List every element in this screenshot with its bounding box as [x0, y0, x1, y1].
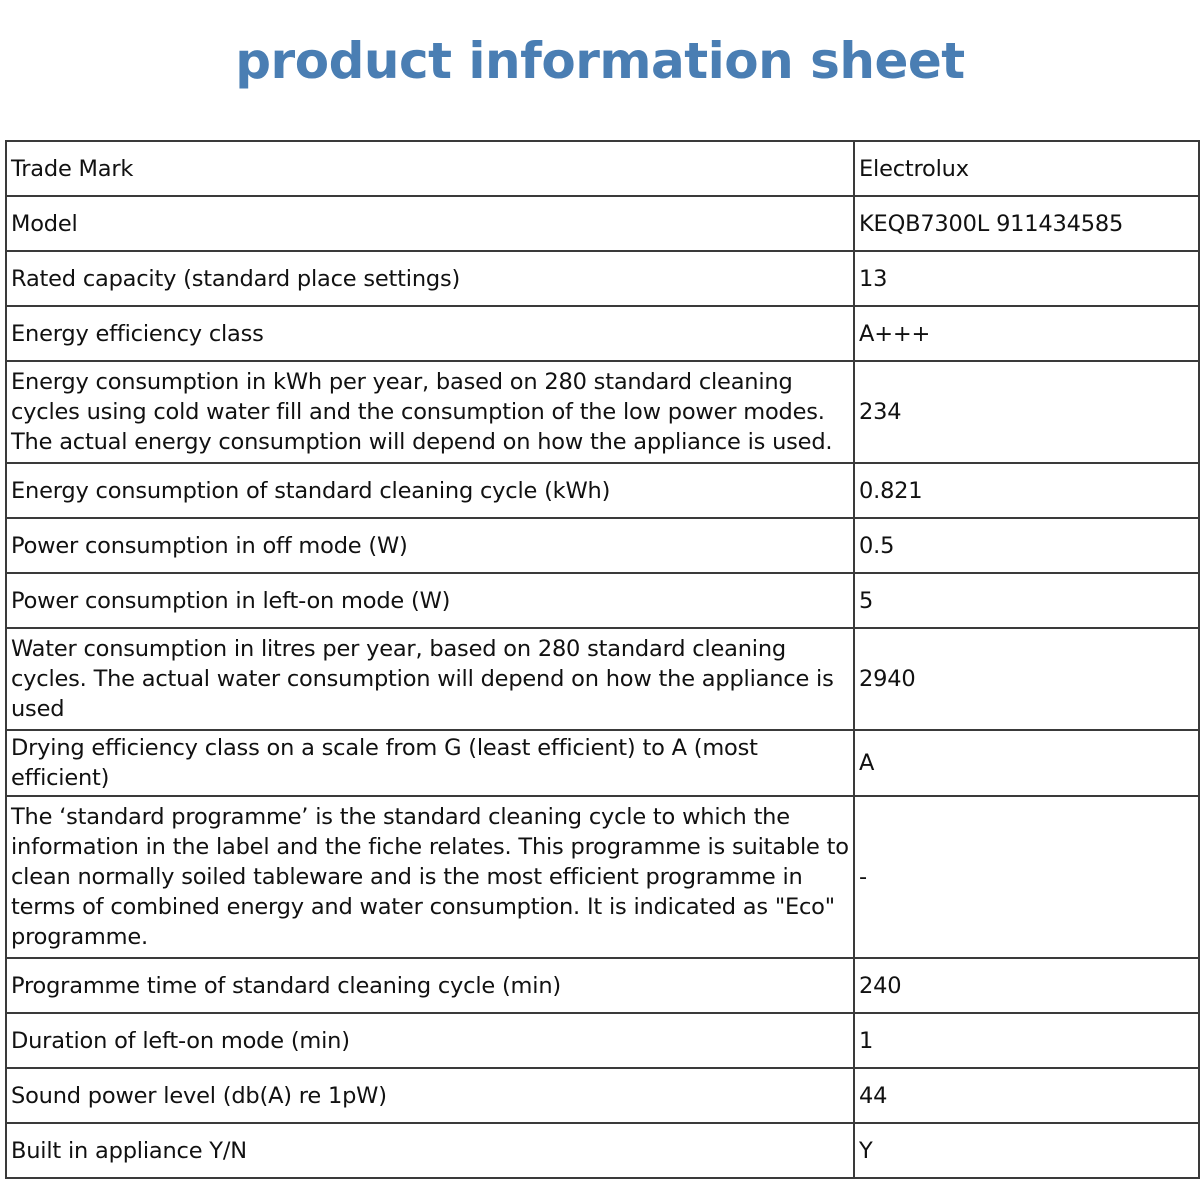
row-label: Sound power level (db(A) re 1pW): [6, 1068, 854, 1123]
table-row: [6, 463, 1199, 518]
table-row: [6, 141, 1199, 196]
row-value: 5: [854, 573, 1199, 628]
table-row: [6, 628, 1199, 730]
row-label: Built in appliance Y/N: [6, 1123, 854, 1178]
row-label: Water consumption in litres per year, based on 280 standard cleaning cycles. The actual water consumption will depend on how the appliance is used: [6, 628, 854, 730]
row-value: A: [854, 730, 1199, 796]
row-value: 13: [854, 251, 1199, 306]
row-label: Programme time of standard cleaning cycle (min): [6, 958, 854, 1013]
row-label: Energy consumption in kWh per year, based on 280 standard cleaning cycles using cold water fill and the consumption of the low power modes. The actual energy consumption will depend on how the appliance is used.: [6, 361, 854, 463]
row-value: -: [854, 796, 1199, 958]
row-value: 0.5: [854, 518, 1199, 573]
table-row: [6, 958, 1199, 1013]
table-row: [6, 1123, 1199, 1178]
table-row: [6, 1013, 1199, 1068]
row-label: Energy efficiency class: [6, 306, 854, 361]
row-value: 234: [854, 361, 1199, 463]
page-title: product information sheet: [235, 32, 965, 90]
table-row: [6, 518, 1199, 573]
row-label: Energy consumption of standard cleaning cycle (kWh): [6, 463, 854, 518]
row-value: 1: [854, 1013, 1199, 1068]
row-value: KEQB7300L 911434585: [854, 196, 1199, 251]
table-row: [6, 573, 1199, 628]
product-info-table: [5, 140, 1200, 1179]
row-label: Drying efficiency class on a scale from G (least efficient) to A (most efficient): [6, 730, 854, 796]
table-row: [6, 196, 1199, 251]
table-row: [6, 1068, 1199, 1123]
row-value: Electrolux: [854, 141, 1199, 196]
row-value: A+++: [854, 306, 1199, 361]
row-label: Power consumption in left-on mode (W): [6, 573, 854, 628]
table-row: [6, 796, 1199, 958]
row-value: 240: [854, 958, 1199, 1013]
table-row: [6, 251, 1199, 306]
row-value: Y: [854, 1123, 1199, 1178]
table-row: [6, 730, 1199, 796]
row-value: 2940: [854, 628, 1199, 730]
row-label: The ‘standard programme’ is the standard cleaning cycle to which the information in the label and the fiche relates. This programme is suitable to clean normally soiled tableware and is the most efficient programme in terms of combined energy and water consumption. It is indicated as "Eco" programme.: [6, 796, 854, 958]
row-label: Model: [6, 196, 854, 251]
row-value: 44: [854, 1068, 1199, 1123]
table-row: [6, 361, 1199, 463]
row-value: 0.821: [854, 463, 1199, 518]
table-row: [6, 306, 1199, 361]
row-label: Power consumption in off mode (W): [6, 518, 854, 573]
row-label: Rated capacity (standard place settings): [6, 251, 854, 306]
row-label: Duration of left-on mode (min): [6, 1013, 854, 1068]
row-label: Trade Mark: [6, 141, 854, 196]
